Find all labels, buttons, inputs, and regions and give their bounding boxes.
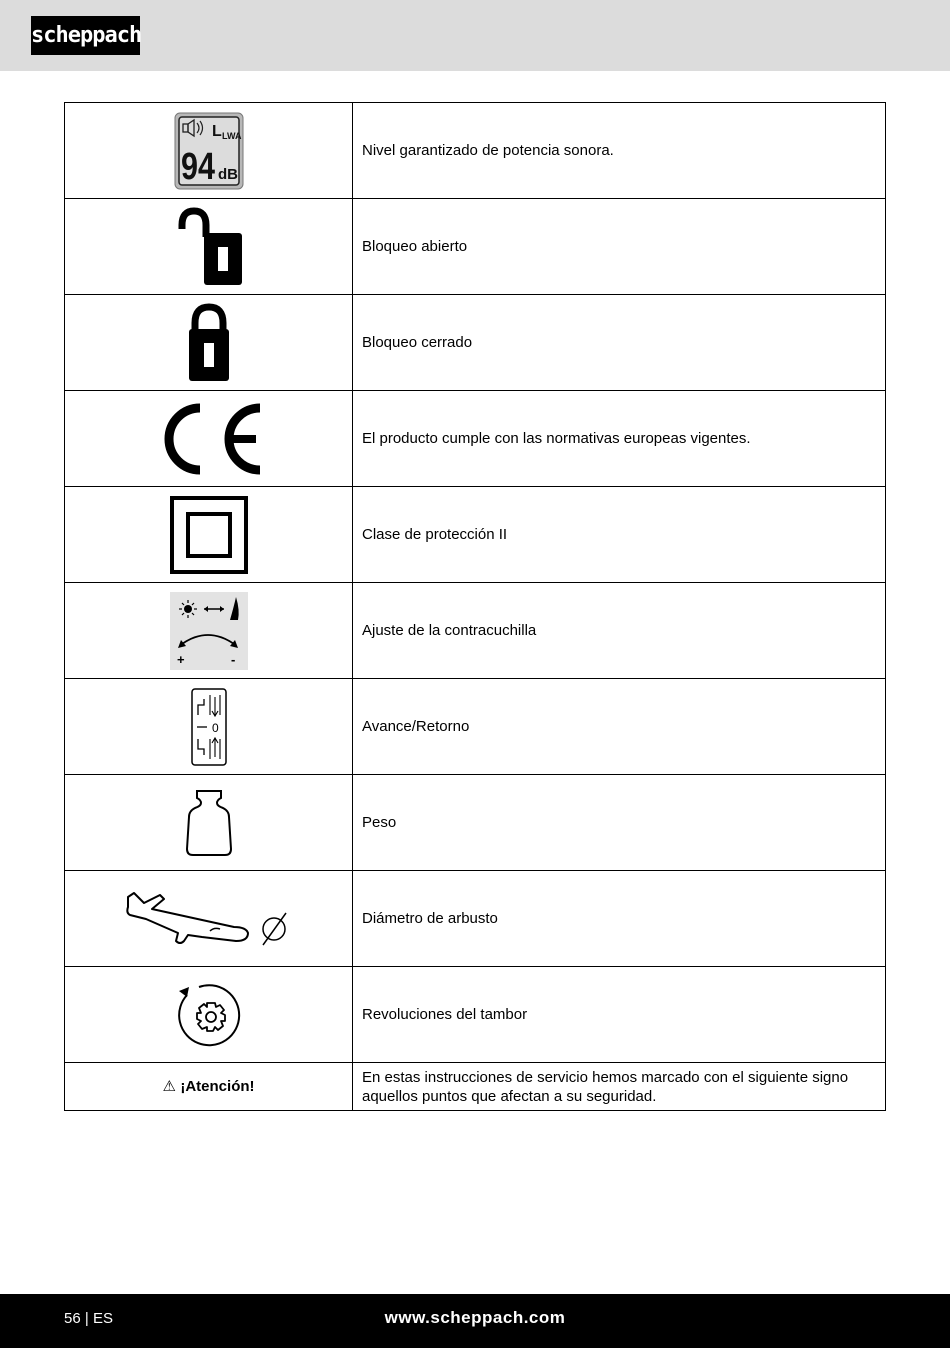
icon-cell: [65, 391, 353, 487]
warning-cell: [65, 1063, 353, 1111]
weight-icon: [183, 789, 235, 857]
icon-cell: [65, 295, 353, 391]
language-code: ES: [92, 1310, 113, 1327]
badge-label: LWA: [221, 130, 241, 141]
table-row: [65, 199, 886, 295]
minus-label: -: [230, 651, 235, 667]
warning-description-cell: En estas instrucciones de servicio hemos marcado con el siguiente signo aquellos puntos que afectan a su seguridad.: [353, 1063, 886, 1111]
plus-label: +: [176, 651, 185, 667]
website-link[interactable]: www.scheppach.com: [384, 1308, 566, 1327]
icon-cell: [65, 679, 353, 775]
warning-label: ¡Atención!: [180, 1078, 255, 1095]
warning-triangle-icon: ⚠: [162, 1078, 176, 1095]
forward-reverse-switch-icon: [190, 687, 228, 767]
symbol-table: [64, 102, 886, 1111]
padlock-open-icon: [174, 207, 244, 287]
table-row: [65, 967, 886, 1063]
footer-bar: [0, 1294, 950, 1348]
description-cell: Bloqueo abierto: [353, 199, 886, 295]
description-cell: Clase de protección II: [353, 487, 886, 583]
icon-cell: [65, 775, 353, 871]
header-bar: [0, 0, 950, 71]
branch-diameter-icon: [124, 889, 294, 949]
padlock-closed-icon: [187, 303, 231, 383]
scheppach-logo: scheppach: [31, 16, 140, 55]
table-row: [65, 487, 886, 583]
description-cell: Diámetro de arbusto: [353, 871, 886, 967]
table-row: [65, 679, 886, 775]
table-row: [65, 103, 886, 199]
drum-rotation-icon: [173, 979, 245, 1051]
counter-blade-adjust-icon: [170, 592, 248, 670]
icon-cell: [65, 103, 353, 199]
svg-text:L: L: [211, 122, 222, 140]
description-cell: El producto cumple con las normativas europeas vigentes.: [353, 391, 886, 487]
table-row: [65, 295, 886, 391]
protection-class-ii-icon: [169, 495, 249, 575]
table-row: [65, 1063, 886, 1111]
icon-cell: [65, 967, 353, 1063]
icon-cell: [65, 487, 353, 583]
table-row: [65, 775, 886, 871]
description-cell: Peso: [353, 775, 886, 871]
description-cell: Ajuste de la contracuchilla: [353, 583, 886, 679]
table-row: [65, 583, 886, 679]
icon-cell: [65, 583, 353, 679]
table-row: [65, 871, 886, 967]
ce-mark-icon: [154, 399, 264, 479]
badge-unit: dB: [217, 165, 238, 183]
page-separator: |: [84, 1310, 89, 1327]
icon-cell: [65, 199, 353, 295]
badge-value: 94: [180, 145, 215, 188]
table-row: [65, 391, 886, 487]
icon-cell: [65, 871, 353, 967]
zero-label: 0: [211, 720, 219, 735]
description-cell: Revoluciones del tambor: [353, 967, 886, 1063]
description-cell: Bloqueo cerrado: [353, 295, 886, 391]
sound-power-level-icon: [174, 112, 244, 190]
description-cell: Avance/Retorno: [353, 679, 886, 775]
page-number-value: 56: [64, 1310, 81, 1327]
description-cell: Nivel garantizado de potencia sonora.: [353, 103, 886, 199]
